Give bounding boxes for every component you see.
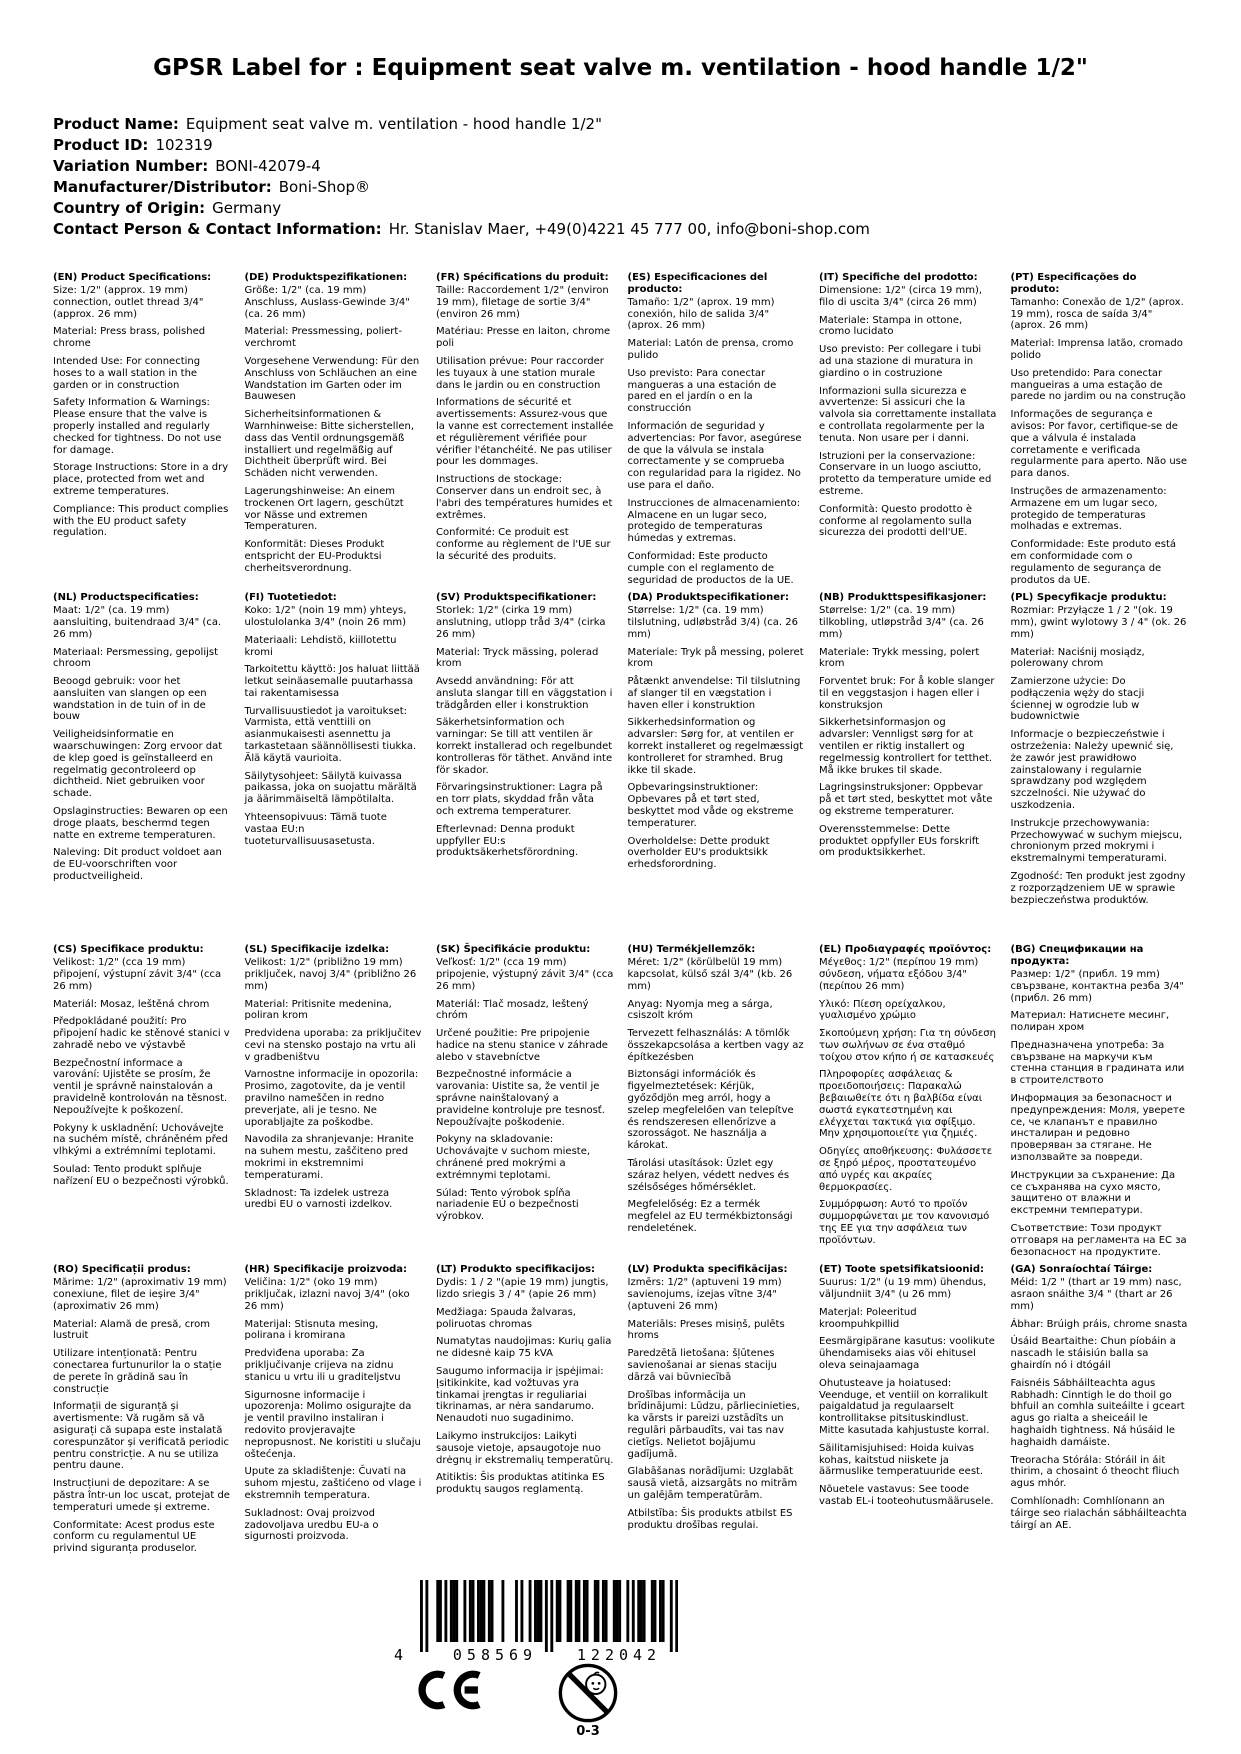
spec-paragraph: Méret: 1/2" (körülbelül 19 mm) kapcsolat, külső szál 3/4" (kb. 26 mm) [627,957,793,992]
language-block-heading: (SL) Specifikacije izdelka: [244,944,390,956]
spec-paragraph: Materiał: Naciśnij mosiądz, polerowany chrom [1010,646,1145,670]
spec-paragraph: Lagringsinstruksjoner: Oppbevar på et tørt sted, beskyttet mot våte og ekstreme temperaturer. [819,782,993,818]
product-info-row [53,114,1241,135]
spec-paragraph: Sicherheitsinformationen & Warnhinweise: Bitte sicherstellen, dass das Ventil ordnungsgemäß installiert und regelmäßig auf Dichtheit überprüft wird. Bei Schäden nicht verwenden. [244,409,415,480]
language-block [819,592,997,944]
spec-paragraph: Beoogd gebruik: voor het aansluiten van slangen op een wandstation in de tuin of in de bouw [53,676,207,723]
language-block-heading: (BG) Спецификации на продукта: [1010,944,1144,968]
spec-paragraph: Skladnost: Ta izdelek ustreza uredbi EU o varnosti izdelkov. [244,1187,393,1211]
spec-paragraph: Soulad: Tento produkt splňuje nařízení EU o bezpečnosti výrobků. [53,1164,229,1187]
spec-paragraph: Instructions de stockage: Conserver dans un endroit sec, à l'abri des températures humides et extrêmes. [436,474,613,521]
spec-paragraph: Upute za skladištenje: Čuvati na suhom mjestu, zaštićeno od vlage i ekstremnih temperatura. [244,1466,422,1501]
spec-paragraph: Velikost: 1/2" (približno 19 mm) priključek, navoj 3/4" (približno 26 mm) [244,957,417,992]
spec-paragraph: Conformidad: Este producto cumple con el reglamento de seguridad de productos de la UE. [627,550,794,586]
spec-paragraph: Οδηγίες αποθήκευσης: Φυλάσσετε σε ξηρό μέρος, προστατευμένο από υγρές και ακραίες θερμοκρασίες. [819,1146,993,1193]
language-block-heading: (IT) Specifiche del prodotto: [819,272,978,284]
spec-paragraph: Opslaginstructies: Bewaren op een droge plaats, beschermd tegen natte en extreme temperaturen. [53,806,228,841]
product-info-row [53,198,1241,219]
spec-paragraph: Opbevaringsinstruktioner: Opbevares på et tørt sted, beskyttet mod våde og ekstreme temperaturer. [627,782,794,829]
spec-paragraph: Conformitate: Acest produs este conform cu regulamentul UE privind siguranța produselor. [53,1519,215,1555]
language-block [819,944,997,1264]
spec-paragraph: Konformität: Dieses Produkt entspricht der EU-Produktsi cherheitsverordnung. [244,539,385,574]
product-info-row [53,177,1241,198]
language-block [53,272,231,592]
spec-paragraph: Overensstemmelse: Dette produktet oppfyller EUs forskrift om produktsikkerhet. [819,823,980,859]
language-block [245,592,423,944]
spec-paragraph: Materiaali: Lehdistö, kiillotettu kromi [244,634,397,658]
spec-paragraph: Größe: 1/2" (ca. 19 mm) Anschluss, Auslass-Gewinde 3/4" (ca. 26 mm) [244,284,410,320]
spec-paragraph: Navodila za shranjevanje: Hranite na suhem mestu, zaščiteno pred mokrimi in ekstremnimi temperaturami. [244,1134,414,1181]
language-block-heading: (DE) Produktspezifikationen: [244,272,408,284]
language-block-heading: (CS) Specifikace produktu: [53,944,204,956]
spec-paragraph: Uso previsto: Per collegare i tubi ad una stazione di muratura in giardino o in costruzione [819,344,982,379]
product-info-label: Contact Person & Contact Information: [53,220,382,239]
spec-paragraph: Predviđena uporaba: Za priključivanje crijeva na zidnu stanicu u vrtu ili u graditeljstvu [244,1348,401,1383]
spec-paragraph: Biztonsági információk és figyelmeztetések: Kérjük, győződjön meg arról, hogy a szelep megfelelően van telepítve és rendszeresen ellenőrizve a szorosságot. Ne használja a károkat. [627,1069,794,1152]
spec-paragraph: Størrelse: 1/2" (ca. 19 mm) tilkobling, utløpstråd 3/4" (ca. 26 mm) [819,605,984,640]
spec-paragraph: Veiligheidsinformatie en waarschuwingen: Zorg ervoor dat de klep goed is geïnstalleerd en regelmatig gecontroleerd op dichtheid. Niet gebruiken voor schade. [53,729,223,800]
age-warning-label: 0-3 [576,1724,600,1739]
spec-paragraph: Treoracha Stórála: Stóráil in áit thirim, a chosaint ó theocht fliuch agus mhór. [1010,1454,1180,1490]
language-block [628,272,806,592]
language-block-heading: (PL) Specyfikacje produktu: [1010,592,1167,604]
spec-paragraph: Glabāšanas norādījumi: Uzglabāt sausā vietā, aizsargāts no mitrām un galējām temperatūrām. [627,1466,798,1501]
product-info-value: Equipment seat valve m. ventilation - hood handle 1/2" [185,115,602,134]
spec-paragraph: Lagerungshinweise: An einem trockenen Ort lagern, geschützt vor Nässe und extremen Temperaturen. [244,485,404,533]
spec-paragraph: Drošības informācija un brīdinājumi: Lūdzu, pārliecinieties, ka vārsts ir pareizi uzstādīts un regulāri pārbaudīts, vai tas nav cietīgs. Nelietot bojājumu gadījumā. [627,1389,800,1460]
spec-paragraph: Úsáid Beartaithe: Chun píobáin a nascadh le stáisiún balla sa ghairdín nó i dtógáil [1010,1336,1176,1372]
language-block [53,1264,231,1561]
language-block-heading: (FR) Spécifications du produit: [436,272,609,284]
spec-paragraph: Säilitamisjuhised: Hoida kuivas kohas, kaitstud niiskete ja äärmuslike temperatuuride eest. [819,1442,984,1478]
barcode-digit-group1: 058569 [452,1646,538,1664]
spec-paragraph: Tárolási utasítások: Üzlet egy száraz helyen, védett nedves és szélsőséges hőmérséklet. [627,1158,790,1193]
product-info-value: Hr. Stanislav Maer, +49(0)4221 45 777 00, info@boni-shop.com [388,220,870,239]
spec-paragraph: Turvallisuustiedot ja varoitukset: Varmista, että venttiili on asianmukaisesti asennettu ja tarkastetaan säännöllisesti tiukka. Älä käytä vaurioita. [244,705,417,764]
spec-paragraph: Material: Alamă de presă, crom lustruit [53,1318,210,1342]
spec-paragraph: Påtænkt anvendelse: Til tilslutning af slanger til en vægstation i haven eller i konstruktion [627,676,801,711]
spec-paragraph: Izmērs: 1/2" (aptuveni 19 mm) savienojums, izejas vītne 3/4" (aptuveni 26 mm) [627,1277,782,1312]
spec-paragraph: Súlad: Tento výrobok spĺňa nariadenie EÚ o bezpečnosti výrobkov. [436,1187,579,1223]
spec-paragraph: Materjal: Poleeritud kroompuhkpillid [819,1306,917,1330]
spec-paragraph: Pokyny na skladovanie: Uchovávajte v suchom mieste, chránené pred mokrými a extrémnymi teplotami. [436,1134,591,1181]
spec-paragraph: Material: Pressmessing, poliert-verchromt [244,326,402,350]
product-info-row [53,156,1241,177]
spec-paragraph: Tervezett felhasználás: A tömlők összekapcsolása a kertben vagy az építkezésben [627,1028,804,1063]
spec-paragraph: Materiál: Tlač mosadz, leštený chróm [436,998,589,1022]
spec-paragraph: Sigurnosne informacije i upozorenja: Molimo osigurajte da je ventil pravilno instaliran i redovito provjeravajte nepropusnost. Ne koristiti u slučaju oštećenja. [244,1389,421,1460]
product-info-value: Germany [212,199,282,218]
language-block [1011,944,1189,1264]
product-info-label: Variation Number: [53,157,209,176]
spec-paragraph: Sukladnost: Ovaj proizvod zadovoljava uredbu EU-a o sigurnosti proizvoda. [244,1507,379,1543]
spec-paragraph: Størrelse: 1/2" (ca. 19 mm) tilslutning, udløbstråd 3/4) (ca. 26 mm) [627,605,798,640]
spec-paragraph: Materiál: Mosaz, leštěná chrom [53,998,210,1010]
language-block-heading: (ET) Toote spetsifikatsioonid: [819,1264,985,1276]
spec-paragraph: Materiale: Trykk messing, polert krom [819,646,980,670]
spec-paragraph: Maat: 1/2" (ca. 19 mm) aansluiting, buitendraad 3/4" (ca. 26 mm) [53,605,222,640]
bottom-marks [0,1576,1241,1754]
spec-paragraph: Информация за безопасност и предупреждения: Моля, уверете се, че клапанът е правилно инсталиран и редовно проверяван за стягане. Не използвайте за повреди. [1010,1093,1186,1164]
spec-paragraph: Bezpečnostní informace a varování: Ujistěte se prosím, že ventil je správně nainstalován a pravidelně kontrolován na těsnost. Nepoužívejte k poškození. [53,1057,228,1116]
spec-paragraph: Dydis: 1 / 2 "(apie 19 mm) jungtis, lizdo sriegis 3 / 4" (apie 26 mm) [436,1277,609,1301]
spec-paragraph: Rozmiar: Przyłącze 1 / 2 "(ok. 19 mm), gwint wylotowy 3 / 4" (ok. 26 mm) [1010,605,1187,640]
spec-paragraph: Suurus: 1/2" (u 19 mm) ühendus, väljundniit 3/4" (u 26 mm) [819,1277,987,1301]
spec-paragraph: Συμμόρφωση: Αυτό το προϊόν συμμορφώνεται με τον κανονισμό της ΕΕ για την ασφάλεια των προϊόντων. [819,1199,990,1246]
spec-paragraph: Förvaringsinstruktioner: Lagra på en torr plats, skyddad från våta och extrema temperaturer. [436,782,603,818]
spec-paragraph: Anyag: Nyomja meg a sárga, csiszolt króm [627,998,773,1022]
barcode-digit-group2: 122042 [576,1646,662,1664]
spec-paragraph: Ohutusteave ja hoiatused: Veenduge, et ventiil on korralikult paigaldatud ja regulaarselt kontrollitakse pitsituskindlust. Mitte kasutada kahjustuste korral. [819,1377,990,1436]
spec-paragraph: Istruzioni per la conservazione: Conservare in un luogo asciutto, protetto da temperature umide ed estreme. [819,450,992,497]
spec-paragraph: Инструкции за съхранение: Да се съхранява на сухо място, защитено от влажни и екстремни температури. [1010,1169,1176,1217]
spec-paragraph: Instrucciones de almacenamiento: Almacene en un lugar seco, protegido de temperaturas húmedas y extremas. [627,497,801,545]
spec-paragraph: Safety Information & Warnings: Please ensure that the valve is properly installed and regularly checked for tightness. Do not use for damage. [53,397,222,456]
spec-paragraph: Conformité: Ce produit est conforme au règlement de l'UE sur la sécurité des produits. [436,527,611,562]
spec-paragraph: Atitiktis: Šis produktas atitinka ES produktų saugos reglamentą. [436,1472,605,1496]
language-block [53,592,231,944]
spec-paragraph: Material: Latón de prensa, cromo pulido [627,338,794,361]
language-block-heading: (EN) Product Specifications: [53,272,212,284]
product-info [53,114,1241,240]
spec-paragraph: Atbilstība: Šis produkts atbilst ES produktu drošības regulai. [627,1507,793,1531]
spec-paragraph: Informations de sécurité et avertissements: Assurez-vous que la vanne est correctement installée et régulièrement vérifiée pour vérifier l'étanchéité. Ne pas utiliser pour les dommages. [436,397,614,468]
spec-paragraph: Materiale: Stampa in ottone, cromo lucidato [819,314,963,338]
language-block-heading: (ES) Especificaciones del producto: [627,272,768,295]
language-block-heading: (HR) Specifikacije proizvoda: [244,1264,408,1276]
spec-paragraph: Informacje o bezpieczeństwie i ostrzeżenia: Należy upewnić się, że zawór jest prawidłowo zainstalowany i regularnie sprawdzany pod względem szczelności. Nie używać do uszkodzenia. [1010,729,1174,812]
spec-paragraph: Eesmärgipärane kasutus: voolikute ühendamiseks aias või ehitusel oleva seinajaamaga [819,1336,995,1372]
spec-paragraph: Materijal: Stisnuta mesing, polirana i kromirana [244,1318,379,1342]
spec-paragraph: Compliance: This product complies with the EU product safety regulation. [53,503,229,539]
spec-paragraph: Taille: Raccordement 1/2" (environ 19 mm), filetage de sortie 3/4" (environ 26 mm) [436,284,609,320]
spec-paragraph: Bezpečnostné informácie a varovania: Uistite sa, že ventil je správne nainštalovaný a pravidelne kontroluje pre tesnosť. Nepoužívajte poškodenie. [436,1069,605,1128]
spec-paragraph: Размер: 1/2" (прибл. 19 mm) свързване, контактна резба 3/4" (прибл. 26 mm) [1010,968,1185,1004]
spec-paragraph: Nõuetele vastavus: See toode vastab EL-i tooteohutusmäärusele. [819,1484,994,1507]
spec-paragraph: Materiāls: Preses misiņš, pulēts hroms [627,1318,785,1342]
spec-paragraph: Megfelelőség: Ez a termék megfelel az EU termékbiztonsági rendeletének. [627,1199,793,1235]
spec-paragraph: Materiaal: Persmessing, gepolijst chroom [53,646,219,670]
spec-paragraph: Vorgesehene Verwendung: Für den Anschluss von Schläuchen an eine Wandstation im Garten oder im Bauwesen [244,355,420,403]
language-block-heading: (NL) Productspecificaties: [53,592,199,604]
spec-paragraph: Varnostne informacije in opozorila: Prosimo, zagotovite, da je ventil pravilno nameščen in redno preverjate, ali je tesno. Ne uporabljajte za poškodbe. [244,1069,419,1128]
spec-paragraph: Säkerhetsinformation och varningar: Se till att ventilen är korrekt installerad och regelbundet kontrolleras för täthet. Använd inte för skador. [436,717,613,776]
product-info-label: Product Name: [53,115,179,134]
spec-paragraph: Säilytysohjeet: Säilytä kuivassa paikassa, joka on suojattu märältä ja äärimmäiseltä lämpötilalta. [244,770,417,806]
language-block [436,1264,614,1561]
spec-paragraph: Veličina: 1/2" (oko 19 mm) priključak, izlazni navoj 3/4" (oko 26 mm) [244,1277,410,1312]
language-block [1011,592,1189,944]
spec-paragraph: Ábhar: Brúigh práis, chrome snasta [1010,1318,1188,1330]
spec-paragraph: Материал: Натиснете месинг, полиран хром [1010,1010,1170,1034]
spec-paragraph: Saugumo informacija ir įspėjimai: Įsitikinkite, kad vožtuvas yra tinkamai įrengtas ir reguliariai tikrinamas, ar nėra sandarumo. Nenaudoti nuo sugadinimo. [436,1366,604,1425]
spec-paragraph: Predvidena uporaba: za priključitev cevi na stensko postajo na vrtu ali v gradbeništvu [244,1028,422,1063]
spec-paragraph: Σκοπούμενη χρήση: Για τη σύνδεση των σωλήνων σε ένα σταθμό τοίχου στον κήπο ή σε κατασκευές [819,1028,996,1063]
spec-paragraph: Conformidade: Este produto está em conformidade com o regulamento de segurança de produtos da UE. [1010,539,1177,586]
spec-paragraph: Koko: 1/2" (noin 19 mm) yhteys, ulostulolanka 3/4" (noin 26 mm) [244,605,407,628]
language-block [436,944,614,1264]
spec-paragraph: Tamanho: Conexão de 1/2" (aprox. 19 mm), rosca de saída 3/4" (aprox. 26 mm) [1010,296,1184,332]
spec-paragraph: Paredzētā lietošana: šļūtenes savienošanai ar sienas staciju dārzā vai būvniecībā [627,1348,777,1383]
language-block-heading: (DA) Produktspecifikationer: [627,592,789,604]
spec-paragraph: Tarkoitettu käyttö: Jos haluat liittää letkut seinäasemalle puutarhassa tai rakentamisessa [244,664,420,699]
spec-paragraph: Avsedd användning: För att ansluta slangar till en väggstation i trädgården eller i konstruktion [436,676,613,711]
spec-paragraph: Comhlíonadh: Comhlíonann an táirge seo rialachán sábháilteachta táirgí an AE. [1010,1495,1187,1531]
spec-paragraph: Instruções de armazenamento: Armazene em um lugar seco, protegido de temperaturas molhadas e extremas. [1010,485,1167,533]
language-grid [53,272,1188,1561]
spec-paragraph: Size: 1/2" (approx. 19 mm) connection, outlet thread 3/4" (approx. 26 mm) [53,284,204,320]
spec-paragraph: Material: Press brass, polished chrome [53,326,206,350]
barcode-digit-prefix: 4 [394,1646,404,1664]
spec-paragraph: Предназначена употреба: За свързване на маркучи към стенна станция в градината или в строителството [1010,1039,1185,1087]
language-block-heading: (SV) Produktspecifikationer: [436,592,597,604]
spec-paragraph: Informações de segurança e avisos: Por favor, certifique-se de que a válvula é instalada corretamente e verificada regularmente para aperto. Não use para danos. [1010,409,1188,480]
spec-paragraph: Naleving: Dit product voldoet aan de EU-voorschriften voor productveiligheid. [53,847,222,883]
language-block-heading: (FI) Tuotetiedot: [244,592,337,604]
age-warning-0-3 [556,1662,620,1739]
spec-paragraph: Utilisation prévue: Pour raccorder les tuyaux à une station murale dans le jardin ou en construction [436,355,604,391]
spec-paragraph: Overholdelse: Dette produkt overholder EU's produktsikk erhedsforordning. [627,835,770,871]
language-block [436,592,614,944]
language-block-heading: (SK) Špecifikácie produktu: [436,944,591,956]
product-info-label: Manufacturer/Distributor: [53,178,272,197]
spec-paragraph: Pokyny k uskladnění: Uchovávejte na suchém místě, chráněném před vlhkými a extrémními teplotami. [53,1122,228,1158]
spec-paragraph: Určené použitie: Pre pripojenie hadice na stenu stanice v záhrade alebo v stavebníctve [436,1028,608,1063]
spec-paragraph: Méid: 1/2 " (thart ar 19 mm) nasc, asraon snáithe 3/4 " (thart ar 26 mm) [1010,1277,1182,1312]
spec-paragraph: Material: Pritisnite medenina, poliran krom [244,998,392,1022]
ean13-barcode-icon [420,1580,678,1653]
language-block [245,1264,423,1561]
language-block [1011,1264,1189,1561]
product-info-value: BONI-42079-4 [215,157,321,176]
spec-paragraph: Zgodność: Ten produkt jest zgodny z rozporządzeniem UE w sprawie bezpieczeństwa produktów. [1010,871,1186,906]
language-block [819,1264,997,1561]
language-block-heading: (RO) Specificații produs: [53,1264,191,1276]
language-block-heading: (GA) Sonraíochtaí Táirge: [1010,1264,1153,1276]
spec-paragraph: Υλικό: Πίεση ορείχαλκου, γυαλισμένο χρώμιο [819,998,946,1022]
spec-paragraph: Yhteensopivuus: Tämä tuote vastaa EU:n tuoteturvallisuusasetusta. [244,812,387,847]
product-info-label: Product ID: [53,136,149,155]
spec-paragraph: Matériau: Presse en laiton, chrome poli [436,326,611,350]
age-warning-icon [557,1662,619,1724]
product-info-value: 102319 [155,136,213,155]
spec-paragraph: Faisnéis Sábháilteachta agus Rabhadh: Cinntigh le do thoil go bhfuil an comhla suiteáilte i gceart agus go rialta a sheiceáil le haghaidh tightness. Ná húsáid le haghaidh damáiste. [1010,1377,1185,1448]
language-block [628,1264,806,1561]
product-info-label: Country of Origin: [53,199,206,218]
product-info-row [53,135,1241,156]
spec-paragraph: Storlek: 1/2" (cirka 19 mm) anslutning, utlopp tråd 3/4" (cirka 26 mm) [436,605,606,640]
language-block [245,272,423,592]
spec-paragraph: Materiale: Tryk på messing, poleret krom [627,646,804,670]
spec-paragraph: Sikkerhetsinformasjon og advarsler: Vennligst sørg for at ventilen er riktig installert og regelmessig kontrollert for tetthet. Må ikke brukes til skade. [819,717,993,776]
language-block [245,944,423,1264]
spec-paragraph: Medžiaga: Spauda žalvaras, poliruotas chromas [436,1306,576,1330]
spec-paragraph: Información de seguridad y advertencias: Por favor, asegúrese de que la válvula se instala correctamente y se comprueba con regularidad para la rigidez. No use para el daño. [627,420,802,491]
spec-paragraph: Efterlevnad: Denna produkt uppfyller EU:s produktsäkerhetsförordning. [436,823,579,859]
language-block-heading: (LT) Produkto specifikacijos: [436,1264,596,1276]
spec-paragraph: Uso pretendido: Para conectar mangueiras a uma estação de parede no jardim ou na construção [1010,367,1186,403]
ce-mark-icon [416,1670,484,1710]
spec-paragraph: Forventet bruk: For å koble slanger til en veggstasjon i hagen eller i konstruksjon [819,676,995,711]
language-block [53,944,231,1264]
spec-paragraph: Instrucțiuni de depozitare: A se păstra într-un loc uscat, protejat de temperaturi umede și extreme. [53,1478,230,1513]
language-block-heading: (HU) Termékjellemzők: [627,944,756,956]
language-block [628,592,806,944]
spec-paragraph: Zamierzone użycie: Do podłączenia węży do stacji ściennej w ogrodzie lub w budownictwie [1010,676,1145,723]
spec-paragraph: Dimensione: 1/2" (circa 19 mm), filo di uscita 3/4" (circa 26 mm) [819,284,983,308]
language-block [819,272,997,592]
spec-paragraph: Material: Imprensa latão, cromado polido [1010,338,1183,361]
spec-paragraph: Tamaño: 1/2" (aprox. 19 mm) conexión, hilo de salida 3/4" (aprox. 26 mm) [627,296,775,332]
spec-paragraph: Storage Instructions: Store in a dry place, protected from wet and extreme temperatures. [53,462,229,497]
spec-paragraph: Utilizare intenționată: Pentru conectarea furtunurilor la o stație de perete în grădină sau în construcție [53,1348,222,1395]
language-block-heading: (LV) Produkta specifikācijas: [627,1264,788,1276]
language-block [436,272,614,592]
language-block [628,944,806,1264]
language-block-heading: (EL) Προδιαγραφές προϊόντος: [819,944,992,956]
spec-paragraph: Velikost: 1/2" (cca 19 mm) připojení, výstupní závit 3/4" (cca 26 mm) [53,957,222,992]
spec-paragraph: Intended Use: For connecting hoses to a wall station in the garden or in construction [53,355,201,391]
page-title: GPSR Label for : Equipment seat valve m. ventilation - hood handle 1/2" [153,55,1088,81]
spec-paragraph: Sikkerhedsinformation og advarsler: Sørg for, at ventilen er korrekt installeret og regelmæssigt kontrolleret for stramhed. Brug ikke til skade. [627,717,804,776]
spec-paragraph: Veľkosť: 1/2" (cca 19 mm) pripojenie, výstupný závit 3/4" (cca 26 mm) [436,957,614,992]
spec-paragraph: Conformità: Questo prodotto è conforme al regolamento sulla sicurezza dei prodotti dell'UE. [819,503,973,539]
spec-paragraph: Mărime: 1/2" (aproximativ 19 mm) conexiune, filet de ieșire 3/4" (aproximativ 26 mm) [53,1277,227,1312]
language-block-heading: (PT) Especificações do produto: [1010,272,1137,295]
spec-paragraph: Instrukcje przechowywania: Przechowywać w suchym miejscu, chronionym przed mokrymi i ekstremalnymi temperaturami. [1010,817,1183,865]
spec-paragraph: Numatytas naudojimas: Kurių galia ne didesnė kaip 75 kVA [436,1336,612,1360]
spec-paragraph: Uso previsto: Para conectar mangueras a una estación de pared en el jardín o en la construcción [627,367,777,415]
spec-paragraph: Πληροφορίες ασφάλειας & προειδοποιήσεις: Παρακαλώ βεβαιωθείτε ότι η βαλβίδα είναι σωστά εγκατεστημένη και ελέγχεται τακτικά για σφίξιμο. Μην χρησιμοποιείτε για ζημιές. [819,1069,983,1140]
spec-paragraph: Съответствие: Този продукт отговаря на регламента на ЕС за безопасност на продуктите. [1010,1223,1187,1258]
product-info-row [53,219,1241,240]
language-block [1011,272,1189,592]
spec-paragraph: Předpokládané použití: Pro připojení hadic ke stěnové stanici v zahradě nebo ve výstavbě [53,1016,230,1051]
product-info-value: Boni-Shop® [278,178,371,197]
spec-paragraph: Material: Tryck mässing, polerad krom [436,646,599,670]
spec-paragraph: Informazioni sulla sicurezza e avvertenze: Si assicuri che la valvola sia correttamente installata e controllata regolarmente per la tenuta. Non usare per i danni. [819,385,997,444]
language-block-heading: (NB) Produkttspesifikasjoner: [819,592,987,604]
spec-paragraph: Informații de siguranță și avertismente: Vă rugăm să vă asigurați că supapa este instalată corespunzător și verificată periodic pentru constricție. A nu se utiliza pentru daune. [53,1401,230,1472]
spec-paragraph: Laikymo instrukcijos: Laikyti sausoje vietoje, apsaugotoje nuo drėgnų ir ekstremalių temperatūrų. [436,1431,614,1466]
spec-paragraph: Μέγεθος: 1/2" (περίπου 19 mm) σύνδεση, νήματα εξόδου 3/4" (περίπου 26 mm) [819,957,979,992]
